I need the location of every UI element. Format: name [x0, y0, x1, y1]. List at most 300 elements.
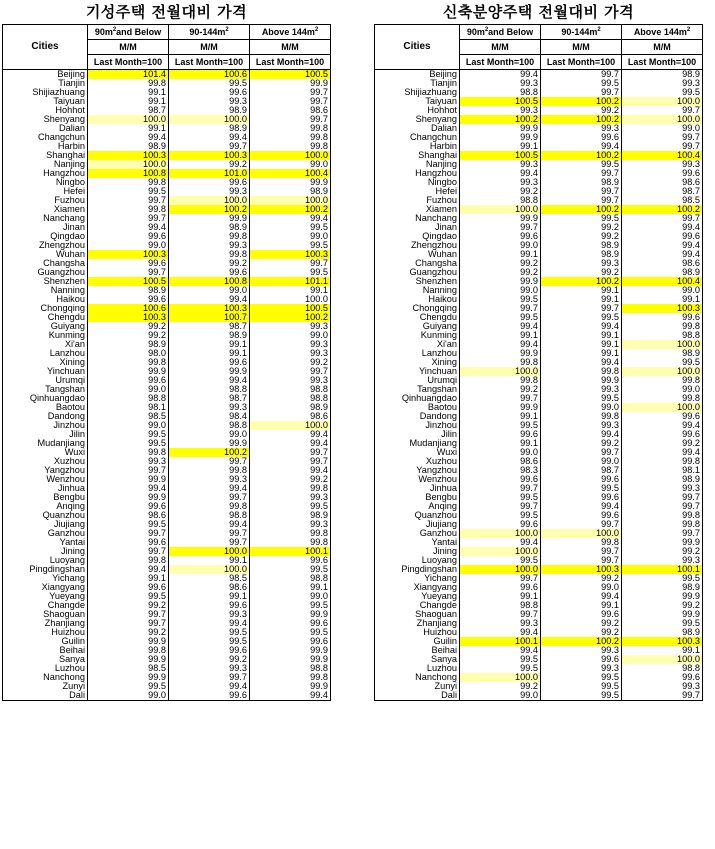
price-index-cell: 98.9 — [541, 178, 622, 187]
price-index-cell: 99.8 — [169, 466, 250, 475]
col-mid-header: $90-144m^2$ — [169, 25, 250, 40]
price-index-cell: 99.7 — [622, 529, 703, 538]
price-index-cell: 99.3 — [622, 160, 703, 169]
price-index-cell: 99.6 — [460, 430, 541, 439]
price-index-cell: 99.0 — [169, 430, 250, 439]
table-row — [375, 646, 703, 655]
price-index-cell: 99.8 — [250, 538, 331, 547]
table-row — [3, 97, 331, 106]
city-name: Zhanjiang — [3, 619, 88, 628]
price-index-cell: 98.9 — [541, 241, 622, 250]
price-index-cell: 99.4 — [169, 133, 250, 142]
price-index-cell: 99.5 — [88, 520, 169, 529]
table-row — [375, 457, 703, 466]
price-index-cell: 99.2 — [169, 160, 250, 169]
mm-header: M/M — [622, 40, 703, 55]
price-index-cell: 100.0 — [460, 547, 541, 556]
city-name: Yichang — [375, 574, 460, 583]
city-name: Nanning — [375, 286, 460, 295]
city-name: Jiujiang — [3, 520, 88, 529]
table-row — [375, 151, 703, 160]
price-index-cell: 99.9 — [88, 493, 169, 502]
price-index-cell: 100.0 — [169, 196, 250, 205]
price-index-cell: 99.6 — [541, 475, 622, 484]
price-index-cell: 99.6 — [88, 295, 169, 304]
price-index-cell: 99.3 — [541, 421, 622, 430]
price-index-cell: 99.0 — [460, 448, 541, 457]
table-row — [375, 421, 703, 430]
price-index-cell: 99.4 — [88, 565, 169, 574]
price-index-cell: 99.6 — [169, 358, 250, 367]
price-index-cell: 99.0 — [250, 160, 331, 169]
price-index-cell: 99.6 — [250, 556, 331, 565]
city-name: Anqing — [375, 502, 460, 511]
price-index-cell: 99.8 — [622, 511, 703, 520]
table-row — [3, 565, 331, 574]
city-name: Pingdingshan — [3, 565, 88, 574]
price-index-cell: 100.0 — [88, 115, 169, 124]
table-row — [3, 79, 331, 88]
table-row — [375, 673, 703, 682]
price-index-cell: 99.1 — [460, 331, 541, 340]
price-index-cell: 99.6 — [169, 268, 250, 277]
mm-header: M/M — [169, 40, 250, 55]
table-row — [3, 412, 331, 421]
price-index-cell: 100.0 — [169, 115, 250, 124]
price-index-cell: 99.7 — [460, 574, 541, 583]
table-row — [3, 358, 331, 367]
price-index-cell: 99.9 — [250, 178, 331, 187]
price-index-cell: 99.6 — [88, 538, 169, 547]
table-row — [375, 691, 703, 701]
price-index-cell: 99.0 — [460, 691, 541, 701]
city-name: Yangzhou — [375, 466, 460, 475]
price-index-cell: 99.2 — [541, 628, 622, 637]
price-index-cell: 98.9 — [622, 70, 703, 80]
price-index-cell: 100.1 — [622, 565, 703, 574]
price-index-cell: 99.2 — [541, 619, 622, 628]
price-index-cell: 99.8 — [541, 412, 622, 421]
price-index-cell: 99.2 — [622, 601, 703, 610]
price-index-cell: 100.0 — [460, 205, 541, 214]
table-row — [375, 529, 703, 538]
price-index-cell: 99.7 — [250, 457, 331, 466]
price-index-cell: 98.7 — [169, 322, 250, 331]
price-index-cell: 98.9 — [88, 340, 169, 349]
city-name: Tangshan — [375, 385, 460, 394]
city-name: Guilin — [3, 637, 88, 646]
city-name: Wuxi — [375, 448, 460, 457]
table-row — [3, 421, 331, 430]
city-name: Dali — [375, 691, 460, 701]
price-index-cell: 99.2 — [622, 547, 703, 556]
table-row — [375, 556, 703, 565]
price-index-cell: 99.8 — [622, 376, 703, 385]
price-index-cell: 99.9 — [460, 214, 541, 223]
table-row — [3, 610, 331, 619]
price-index-cell: 99.4 — [541, 430, 622, 439]
price-index-cell: 99.0 — [250, 331, 331, 340]
table-row — [375, 511, 703, 520]
price-index-cell: 99.9 — [88, 655, 169, 664]
price-index-cell: 99.2 — [250, 475, 331, 484]
price-index-cell: 99.6 — [88, 502, 169, 511]
city-name: Yueyang — [3, 592, 88, 601]
price-index-cell: 99.6 — [169, 691, 250, 701]
price-index-cell: 98.8 — [460, 196, 541, 205]
price-index-cell: 98.6 — [460, 457, 541, 466]
price-index-cell: 99.1 — [88, 124, 169, 133]
price-index-cell: 99.7 — [88, 268, 169, 277]
price-index-cell: 99.1 — [541, 601, 622, 610]
city-name: Guangzhou — [3, 268, 88, 277]
table-row — [3, 259, 331, 268]
table-body — [3, 70, 331, 701]
price-index-cell: 99.7 — [541, 556, 622, 565]
price-index-cell: 99.1 — [88, 97, 169, 106]
price-index-cell: 98.9 — [88, 142, 169, 151]
city-name: Baotou — [375, 403, 460, 412]
city-name: Xi'an — [3, 340, 88, 349]
price-index-cell: 99.9 — [250, 79, 331, 88]
price-index-cell: 99.2 — [169, 259, 250, 268]
price-index-cell: 99.5 — [460, 313, 541, 322]
price-index-cell: 99.8 — [622, 457, 703, 466]
city-name: Chengdu — [3, 313, 88, 322]
price-index-cell: 100.2 — [250, 205, 331, 214]
price-index-cell: 99.4 — [622, 241, 703, 250]
price-index-cell: 98.0 — [88, 349, 169, 358]
price-index-cell: 98.5 — [622, 196, 703, 205]
city-name: Jining — [375, 547, 460, 556]
price-index-cell: 99.4 — [460, 322, 541, 331]
table-row — [375, 538, 703, 547]
table-row — [3, 493, 331, 502]
price-index-cell: 99.4 — [541, 502, 622, 511]
price-index-cell: 99.4 — [169, 376, 250, 385]
table-row — [375, 430, 703, 439]
city-name: Beijing — [375, 70, 460, 80]
price-index-cell: 99.2 — [541, 232, 622, 241]
price-index-cell: 98.8 — [250, 574, 331, 583]
price-index-cell: 99.0 — [88, 241, 169, 250]
city-name: Shijiazhuang — [375, 88, 460, 97]
price-index-cell: 99.5 — [250, 223, 331, 232]
col-small-header: $90m^2and$ Below — [460, 25, 541, 40]
price-index-cell: 100.0 — [460, 673, 541, 682]
table-row — [375, 376, 703, 385]
price-index-cell: 99.5 — [541, 313, 622, 322]
city-name: Tianjin — [3, 79, 88, 88]
city-name: Yantai — [375, 538, 460, 547]
price-index-cell: 100.3 — [88, 151, 169, 160]
city-name: Xiamen — [3, 205, 88, 214]
price-index-cell: 99.4 — [250, 691, 331, 701]
price-index-cell: 99.0 — [622, 124, 703, 133]
table-row — [375, 322, 703, 331]
price-index-cell: 99.1 — [88, 574, 169, 583]
price-index-cell: 99.5 — [541, 160, 622, 169]
price-index-cell: 99.8 — [250, 142, 331, 151]
city-name: Yangzhou — [3, 466, 88, 475]
price-index-cell: 99.9 — [460, 277, 541, 286]
table-row — [375, 682, 703, 691]
base-header: Last Month=100 — [88, 55, 169, 70]
panel-existing-housing — [2, 0, 331, 701]
city-name: Changde — [375, 601, 460, 610]
price-index-cell: 100.0 — [622, 655, 703, 664]
price-index-cell: 99.6 — [541, 133, 622, 142]
price-index-cell: 100.3 — [541, 565, 622, 574]
price-index-cell: 100.4 — [622, 277, 703, 286]
price-index-cell: 99.0 — [88, 385, 169, 394]
price-index-cell: 99.8 — [169, 250, 250, 259]
price-index-cell: 99.4 — [541, 592, 622, 601]
price-index-cell: 99.5 — [460, 556, 541, 565]
city-name: Wuhan — [375, 250, 460, 259]
base-header: Last Month=100 — [250, 55, 331, 70]
table-row — [375, 565, 703, 574]
price-index-cell: 98.8 — [169, 511, 250, 520]
price-index-cell: 99.6 — [88, 376, 169, 385]
table-row — [375, 448, 703, 457]
city-name: Shenyang — [375, 115, 460, 124]
price-index-cell: 99.0 — [169, 286, 250, 295]
price-index-cell: 99.2 — [169, 655, 250, 664]
price-index-cell: 100.8 — [169, 277, 250, 286]
price-index-cell: 99.5 — [250, 628, 331, 637]
price-index-cell: 98.6 — [622, 178, 703, 187]
table-row — [3, 583, 331, 592]
price-index-cell: 99.7 — [250, 115, 331, 124]
table-row — [375, 574, 703, 583]
price-index-cell: 99.7 — [541, 520, 622, 529]
price-index-cell: 99.4 — [169, 520, 250, 529]
price-index-cell: 99.8 — [250, 673, 331, 682]
city-name: Yinchuan — [375, 367, 460, 376]
city-name: Nanjing — [3, 160, 88, 169]
price-index-cell: 99.9 — [622, 610, 703, 619]
city-name: Urumqi — [375, 376, 460, 385]
price-index-cell: 99.6 — [460, 583, 541, 592]
price-index-cell: 99.3 — [541, 664, 622, 673]
table-row — [3, 637, 331, 646]
price-index-cell: 99.6 — [169, 646, 250, 655]
price-index-cell: 99.9 — [169, 367, 250, 376]
price-index-cell: 99.2 — [460, 187, 541, 196]
price-index-cell: 99.6 — [460, 232, 541, 241]
city-name: Zhengzhou — [3, 241, 88, 250]
price-index-cell: 98.6 — [169, 583, 250, 592]
price-index-cell: 98.9 — [169, 124, 250, 133]
price-index-cell: 99.3 — [250, 493, 331, 502]
price-index-cell: 99.7 — [88, 610, 169, 619]
city-name: Nanchang — [375, 214, 460, 223]
price-index-cell: 99.3 — [622, 484, 703, 493]
price-index-cell: 100.0 — [622, 97, 703, 106]
table-row — [375, 286, 703, 295]
base-header: Last Month=100 — [622, 55, 703, 70]
price-index-cell: 99.1 — [460, 412, 541, 421]
price-index-cell: 99.4 — [460, 70, 541, 80]
price-index-cell: 99.2 — [541, 439, 622, 448]
price-index-cell: 99.7 — [541, 547, 622, 556]
table-row — [375, 610, 703, 619]
table-row — [375, 493, 703, 502]
price-index-cell: 98.8 — [622, 664, 703, 673]
price-index-cell: 100.5 — [250, 70, 331, 80]
table-row — [3, 205, 331, 214]
city-name: Jining — [3, 547, 88, 556]
city-name: Zhengzhou — [375, 241, 460, 250]
col-large-header: Above $144m^2$ — [250, 25, 331, 40]
price-index-cell: 98.9 — [169, 106, 250, 115]
city-name: Wenzhou — [3, 475, 88, 484]
price-index-cell: 99.3 — [622, 79, 703, 88]
price-index-cell: 99.5 — [88, 592, 169, 601]
price-index-cell: 99.9 — [250, 682, 331, 691]
price-index-cell: 99.3 — [88, 457, 169, 466]
price-index-cell: 98.8 — [250, 394, 331, 403]
mm-header: M/M — [541, 40, 622, 55]
price-index-cell: 99.3 — [541, 646, 622, 655]
price-index-cell: 98.6 — [88, 511, 169, 520]
city-name: Hefei — [375, 187, 460, 196]
price-index-cell: 100.2 — [541, 637, 622, 646]
city-name: Shenzhen — [3, 277, 88, 286]
city-name: Ganzhou — [3, 529, 88, 538]
price-index-cell: 99.6 — [88, 232, 169, 241]
table-row — [3, 241, 331, 250]
city-name: Dalian — [375, 124, 460, 133]
price-index-cell: 100.2 — [541, 97, 622, 106]
city-name: Xi'an — [375, 340, 460, 349]
city-name: Hefei — [3, 187, 88, 196]
city-name: Guiyang — [3, 322, 88, 331]
base-header: Last Month=100 — [541, 55, 622, 70]
price-index-cell: 99.5 — [460, 295, 541, 304]
price-index-cell: 99.6 — [88, 259, 169, 268]
table-row — [3, 295, 331, 304]
price-index-cell: 99.7 — [622, 214, 703, 223]
price-index-cell: 100.0 — [622, 340, 703, 349]
price-index-cell: 99.3 — [169, 610, 250, 619]
price-index-cell: 99.9 — [622, 592, 703, 601]
price-index-cell: 99.5 — [622, 619, 703, 628]
table-row — [375, 124, 703, 133]
table-row — [3, 619, 331, 628]
city-name: Wenzhou — [375, 475, 460, 484]
table-row — [375, 214, 703, 223]
price-index-cell: 99.5 — [169, 637, 250, 646]
mm-header: M/M — [460, 40, 541, 55]
price-index-cell: 99.7 — [541, 187, 622, 196]
table-row — [375, 88, 703, 97]
price-index-cell: 99.6 — [622, 412, 703, 421]
price-index-cell: 99.5 — [541, 394, 622, 403]
price-index-cell: 99.2 — [622, 439, 703, 448]
price-index-cell: 99.0 — [541, 403, 622, 412]
price-index-cell: 99.5 — [541, 214, 622, 223]
price-index-cell: 100.5 — [250, 304, 331, 313]
city-name: Luoyang — [375, 556, 460, 565]
price-index-cell: 100.0 — [460, 529, 541, 538]
price-index-cell: 99.7 — [541, 70, 622, 80]
city-name: Yantai — [3, 538, 88, 547]
price-index-cell: 99.5 — [250, 502, 331, 511]
price-index-cell: 99.8 — [460, 358, 541, 367]
price-index-cell: 99.5 — [460, 664, 541, 673]
price-index-cell: 98.9 — [250, 511, 331, 520]
table-row — [3, 475, 331, 484]
table-row — [375, 133, 703, 142]
table-row — [375, 340, 703, 349]
price-index-cell: 100.2 — [541, 115, 622, 124]
price-index-cell: 99.5 — [88, 187, 169, 196]
price-index-cell: 99.2 — [541, 268, 622, 277]
city-name: Changchun — [375, 133, 460, 142]
price-index-cell: 99.7 — [622, 142, 703, 151]
price-index-cell: 100.8 — [88, 169, 169, 178]
price-index-cell: 99.0 — [622, 385, 703, 394]
price-index-cell: 98.5 — [88, 664, 169, 673]
table-row — [375, 106, 703, 115]
price-index-cell: 100.1 — [460, 637, 541, 646]
col-mid-header: $90-144m^2$ — [541, 25, 622, 40]
price-index-cell: 99.4 — [622, 421, 703, 430]
city-name: Huizhou — [3, 628, 88, 637]
city-name: Zhanjiang — [375, 619, 460, 628]
col-large-header: Above $144m^2$ — [622, 25, 703, 40]
table-row — [3, 313, 331, 322]
price-index-cell: 99.1 — [169, 349, 250, 358]
price-index-cell: 99.3 — [169, 475, 250, 484]
price-index-cell: 99.7 — [250, 367, 331, 376]
city-name: Zunyi — [375, 682, 460, 691]
table-row — [3, 331, 331, 340]
price-index-cell: 99.6 — [169, 178, 250, 187]
city-name: Hohhot — [3, 106, 88, 115]
price-index-cell: 99.1 — [622, 646, 703, 655]
city-name: Sanya — [375, 655, 460, 664]
price-index-cell: 100.2 — [250, 313, 331, 322]
price-index-cell: 99.8 — [250, 133, 331, 142]
price-index-cell: 99.0 — [88, 421, 169, 430]
city-name: Shenyang — [3, 115, 88, 124]
price-index-cell: 99.4 — [250, 430, 331, 439]
price-index-cell: 99.1 — [460, 592, 541, 601]
table-row — [375, 223, 703, 232]
mm-header: M/M — [88, 40, 169, 55]
city-name: Qingdao — [3, 232, 88, 241]
price-index-cell: 99.1 — [541, 331, 622, 340]
price-index-cell: 99.1 — [460, 250, 541, 259]
price-index-cell: 100.7 — [169, 313, 250, 322]
table-row — [3, 223, 331, 232]
price-index-cell: 99.6 — [460, 520, 541, 529]
price-index-cell: 99.3 — [250, 340, 331, 349]
price-index-cell: 98.7 — [88, 106, 169, 115]
city-name: Harbin — [3, 142, 88, 151]
panel-title: 신축분양주택 전월대비 가격 — [442, 3, 635, 21]
price-index-cell: 101.4 — [88, 70, 169, 80]
table-row — [375, 601, 703, 610]
price-index-cell: 98.8 — [169, 421, 250, 430]
table-row — [3, 187, 331, 196]
city-name: Mudanjiang — [3, 439, 88, 448]
table-row — [3, 439, 331, 448]
city-name: Luzhou — [375, 664, 460, 673]
